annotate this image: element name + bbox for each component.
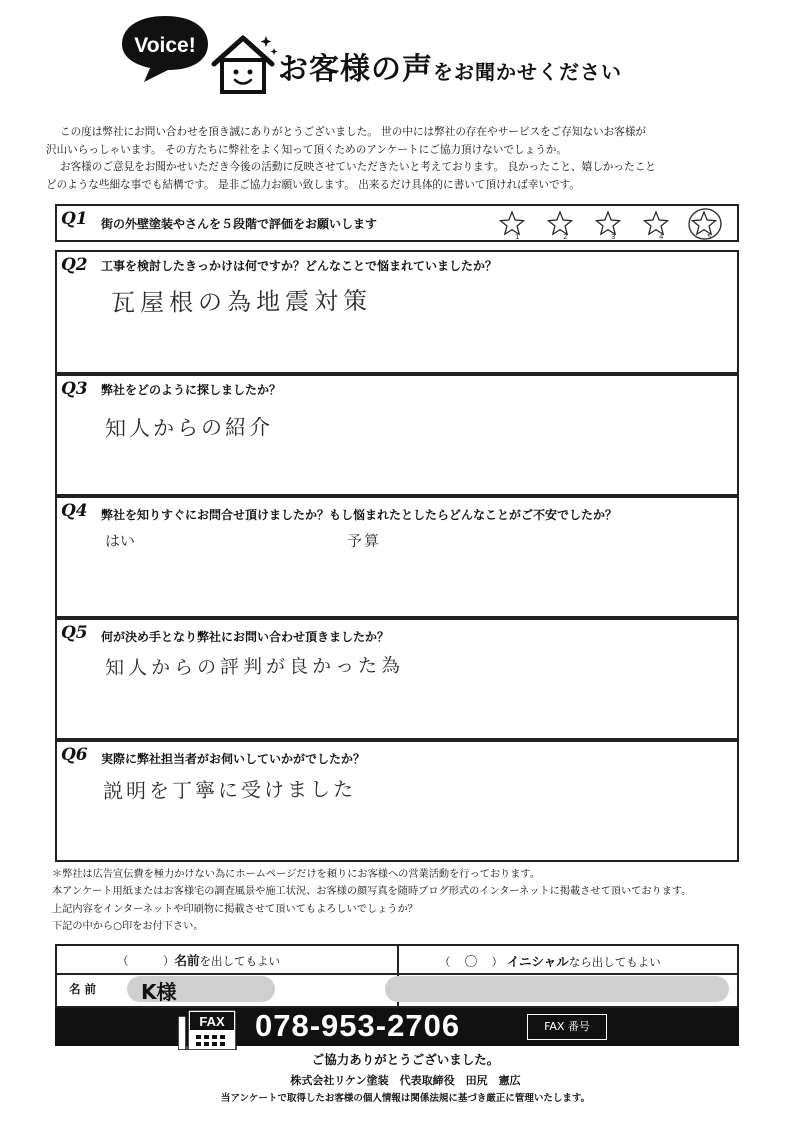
intro-line-3: お客様のご意見をお聞かせいただき今後の活動に反映させていただきたいと考えております。 良かったこと、嬉しかったこと [60,161,656,173]
notes-line-1: ＊弊社は広告宣伝費を極力かけない為にホームページだけを頼りにお客様への営業活動を行っております。 [52,869,540,880]
option-initial-bold: イニシャル [507,954,569,969]
fax-icon-label: FAX [199,1014,225,1029]
question-tag: Q1 [61,209,88,229]
notes-line-3: 上記内容をインターネットや印刷物に掲載させて頂いてもよろしいでしょうか？ [52,903,418,915]
address-field-redacted[interactable] [385,976,729,1002]
voice-bubble-logo [118,12,212,84]
star-number: 5 [707,233,712,241]
notes-text [52,866,772,936]
selected-circle-mark [687,207,723,241]
fax-machine-icon [178,1010,240,1050]
star-icon[interactable] [500,212,523,241]
house-icon [208,30,278,96]
question-2-box [55,250,739,374]
handwritten-circle-mark: 〇 [464,955,478,970]
question-5-box [55,618,739,740]
fax-number-label: FAX 番号 [527,1014,607,1040]
star-number: 1 [515,233,520,241]
logo-text: Voice! [134,34,196,57]
handwritten-answer: 瓦屋根の為地震対策 [110,286,373,318]
company-name: 株式会社リケン塗装 代表取締役 田尻 憲広 [290,1074,521,1087]
name-field[interactable] [127,976,275,1002]
option-name-paren: （ ） [117,954,175,968]
question-tag: Q5 [61,623,88,643]
question-1-box [55,204,739,242]
question-text: 弊社をどのように探しましたか？ [101,383,282,397]
star-icon[interactable] [644,212,667,241]
star-icon[interactable] [548,212,571,241]
name-label: 名 前 [69,982,97,996]
star-number: 4 [659,233,664,241]
thanks-text: ご協力ありがとうございました。 [311,1052,500,1067]
handwritten-answer: 知人からの評判が良かった為 [104,654,405,680]
question-tag: Q2 [61,255,88,275]
notes-line-2: 本アンケート用紙またはお客様宅の調査風景や施工状況、お客様の顔写真を随時ブログ形式のインターネットに掲載させて頂いております。 [52,886,692,898]
handwritten-answer-2: 予算 [346,531,382,551]
intro-line-2: 沢山いらっしゃいます。 その方たちに弊社をよく知って頂くためのアンケートにご協力頂けないでしょうか。 [46,143,567,156]
option-initial-open: （ [439,955,451,969]
handwritten-answer: 説明を丁寧に受けました [102,776,357,804]
question-6-box [55,740,739,862]
consent-form [55,944,739,1008]
intro-line-1: この度は弊社にお問い合わせを頂き誠にありがとうございました。 世の中には弊社の存在やサービスをご存知ないお客様が [60,126,647,138]
question-text: 実際に弊社担当者がお伺いしていかがでしたか？ [101,752,366,766]
star-number: 2 [563,233,568,241]
fax-band [55,1008,739,1046]
option-initial-rest: なら出してもよい [568,955,661,969]
intro-line-4: どのような些細な事でも結構です。 是非ご協力お願い致します。 出来るだけ具体的に書いて頂ければ幸いです。 [46,178,580,191]
option-name-rest: を出してもよい [199,954,281,968]
name-value: K様 [141,980,177,1004]
question-tag: Q3 [61,379,88,399]
notes-line-4: 下記の中から○印をお付下さい。 [52,921,204,933]
question-3-box [55,374,739,496]
star-icon[interactable] [596,212,619,241]
consent-options-row [57,946,737,975]
question-tag: Q4 [61,501,88,521]
question-text: 弊社を知りすぐにお問合せ頂けましたか？もし悩まれたとしたらどんなことがご不安でしたか？ [101,508,618,522]
star-number: 3 [611,233,616,241]
question-text: 工事を検討したきっかけは何ですか？どんなことで悩まれていましたか？ [101,259,498,273]
question-4-box [55,496,739,618]
question-tag: Q6 [61,745,88,765]
privacy-notice: 当アンケートで取得したお客様の個人情報は関係法規に基づき厳正に管理いたします。 [220,1093,591,1104]
intro-text [46,124,768,194]
handwritten-answer: 知人からの紹介 [104,415,274,441]
star-icon[interactable] [687,207,723,241]
title-main: お客様の声 [278,52,433,87]
rating-stars [497,206,737,242]
option-initial-close: ） [491,955,504,969]
option-initial[interactable] [439,951,661,970]
title-sub: をお聞かせください [433,60,622,84]
handwritten-answer: はい [104,531,136,551]
option-name[interactable] [117,951,280,969]
page-title [278,44,622,88]
option-name-bold: 名前 [174,953,200,968]
fax-number[interactable]: 078-953-2706 [255,1008,461,1043]
cell-divider [397,946,399,973]
question-text: 何が決め手となり弊社にお問い合わせ頂きましたか？ [101,630,390,644]
question-text: 街の外壁塗装やさんを５段階で評価をお願いします [101,217,378,231]
